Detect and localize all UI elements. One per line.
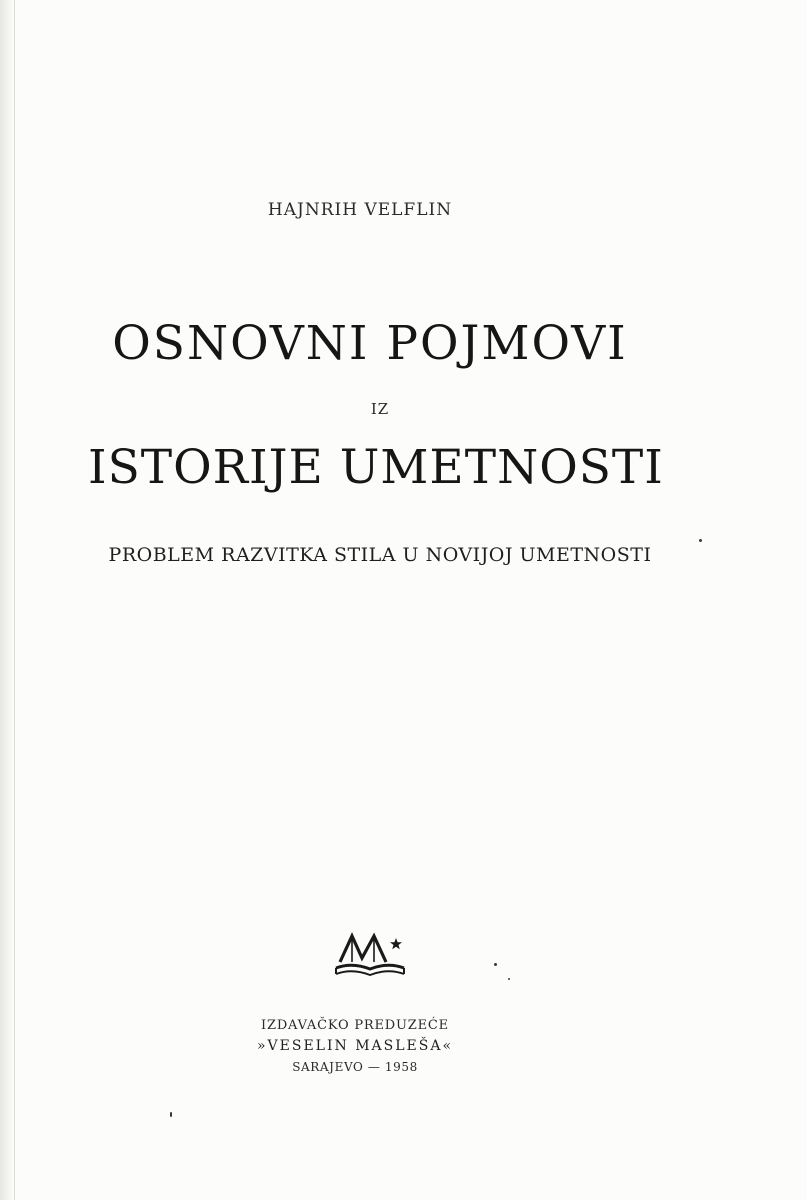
- book-title-line-2: ISTORIJE UMETNOSTI: [88, 440, 664, 495]
- scan-speck: [508, 978, 510, 980]
- book-subtitle: PROBLEM RAZVITKA STILA U NOVIJOJ UMETNOSTI: [108, 544, 652, 566]
- scan-speck: [170, 1112, 172, 1117]
- page-binding-edge: [0, 0, 15, 1200]
- publisher-name: »VESELIN MASLEŠA«: [256, 1038, 454, 1054]
- book-title-connector: IZ: [370, 400, 390, 418]
- publisher-label: IZDAVAČKO PREDUZEĆE: [261, 1018, 449, 1033]
- book-title-line-1: OSNOVNI POJMOVI: [112, 316, 628, 371]
- publisher-emblem-icon: [330, 928, 416, 988]
- place-and-year: SARAJEVO — 1958: [292, 1060, 418, 1074]
- author-name: HAJNRIH VELFLIN: [267, 200, 453, 220]
- scan-speck: [494, 963, 497, 966]
- scan-speck: [699, 539, 702, 542]
